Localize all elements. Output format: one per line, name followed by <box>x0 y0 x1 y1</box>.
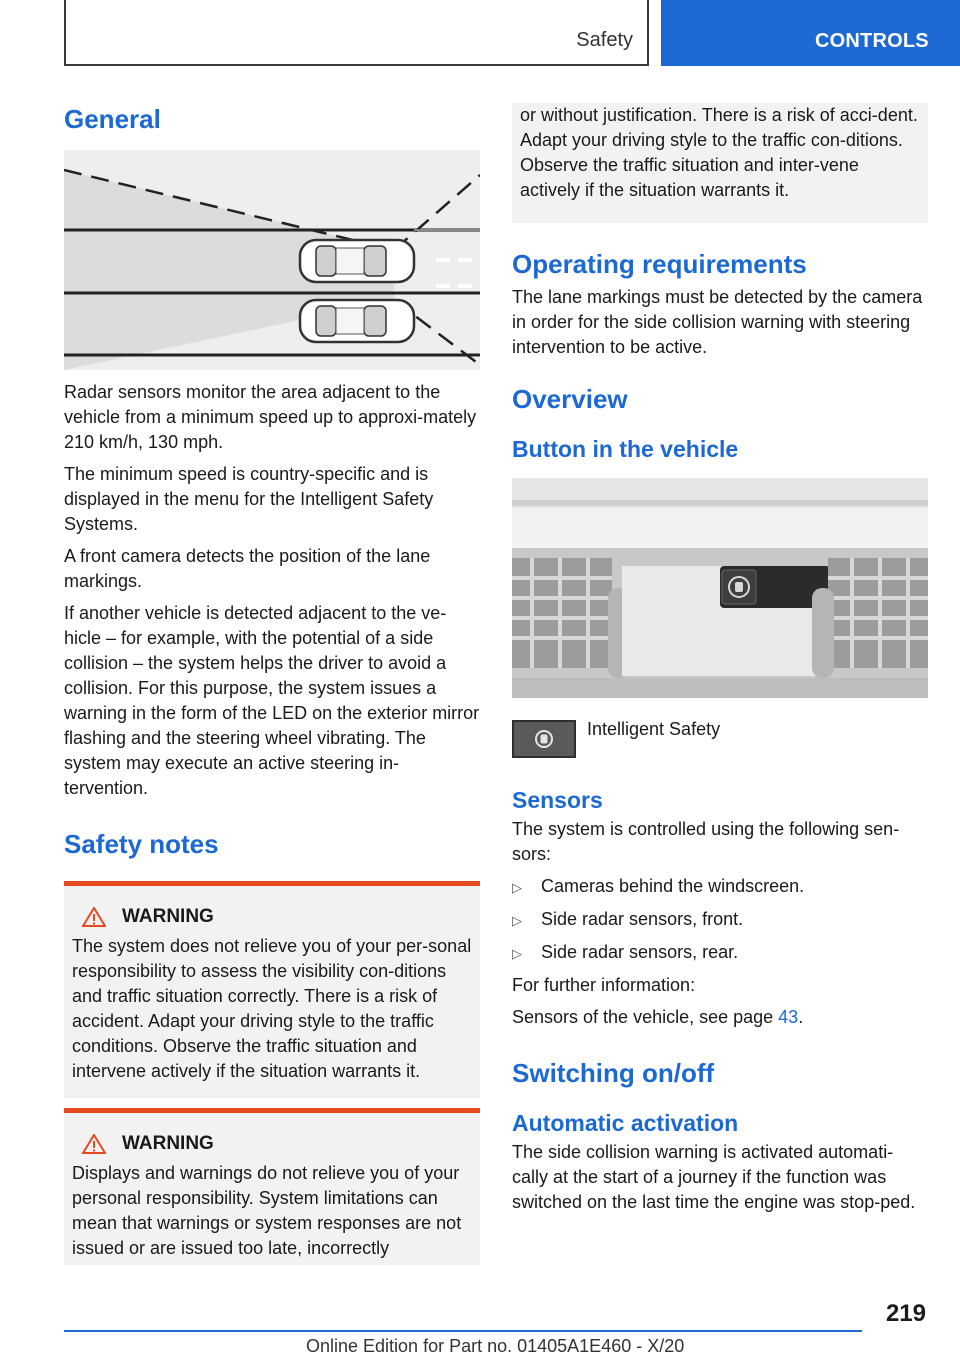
sensors-reference-text: Sensors of the vehicle, see page <box>512 1007 779 1027</box>
sensors-text: The system is controlled using the following sen-sors: <box>512 819 900 864</box>
further-info-text: For further information: <box>512 975 696 995</box>
radar-lanes-figure <box>64 150 480 370</box>
overview-heading: Overview <box>512 384 628 414</box>
warning-box-1 <box>64 881 480 1098</box>
list-item <box>512 907 928 933</box>
right-column <box>512 103 928 1215</box>
intelligent-safety-label: Intelligent Safety <box>587 719 721 739</box>
general-paragraph-1: Radar sensors monitor the area adjacent to the vehicle from a minimum speed up to approxi-mately 210 km/h, 130 mph. <box>64 382 477 452</box>
radar-lanes-diagram-icon <box>64 150 480 370</box>
warning-label-2: WARNING <box>122 1133 214 1154</box>
sensors-reference <box>512 1005 928 1030</box>
sensor-item-3: Side radar sensors, rear. <box>541 942 739 962</box>
general-paragraph-4: If another vehicle is detected adjacent to the ve-hicle – for example, with the potential of a side collision – the system helps the driver to avoid a collision. For this purpose, the system issues a warning in the form of the LED on the exterior mirror flashing and the steering wheel vibrating. The system may execute an active steering in-tervention. <box>64 603 480 798</box>
dashboard-button-photo <box>512 478 928 698</box>
header-section-box <box>64 0 649 66</box>
page-number: 219 <box>885 1300 926 1327</box>
bullet-triangle-icon: ▷ <box>512 946 522 961</box>
warning-label-1: WARNING <box>122 906 214 927</box>
header-chapter-tab[interactable] <box>661 0 960 66</box>
safety-notes-heading: Safety notes <box>64 829 219 859</box>
sensor-item-2: Side radar sensors, front. <box>541 909 744 929</box>
list-item <box>512 940 928 966</box>
button-legend-row <box>512 720 928 758</box>
list-item <box>512 874 928 900</box>
general-paragraph-3: A front camera detects the position of the lane markings. <box>64 546 431 591</box>
warning-title-1 <box>82 906 472 928</box>
operating-requirements-text: The lane markings must be detected by the camera in order for the side collision warning with steering intervention to be active. <box>512 287 923 357</box>
sensors-heading: Sensors <box>512 787 603 813</box>
warning-continuation-text: or without justification. There is a risk of acci-dent. Adapt your driving style to the traffic con-ditions. Observe the traffic situation and inter-vene actively if the situation warrants it. <box>520 105 918 200</box>
sensors-page-link[interactable]: 43 <box>778 1007 799 1027</box>
warning-triangle-icon <box>82 907 106 927</box>
header-chapter-title: CONTROLS <box>815 29 929 52</box>
sensors-reference-end: . <box>798 1007 804 1027</box>
automatic-activation-text: The side collision warning is activated automati-cally at the start of a journey if the function was switched on the last time the engine was stop-ped. <box>512 1142 916 1212</box>
warning-box-2 <box>64 1108 480 1265</box>
button-in-vehicle-heading: Button in the vehicle <box>512 436 739 462</box>
operating-requirements-heading: Operating requirements <box>512 249 807 279</box>
automatic-activation-heading: Automatic activation <box>512 1110 739 1136</box>
footer-divider <box>64 1330 862 1332</box>
general-heading: General <box>64 104 161 134</box>
general-paragraph-2: The minimum speed is country-specific and is displayed in the menu for the Intelligent Safety Systems. <box>64 464 434 534</box>
sensor-item-1: Cameras behind the windscreen. <box>541 876 805 896</box>
left-column <box>64 100 480 1265</box>
intelligent-safety-icon <box>512 720 576 758</box>
switching-heading: Switching on/off <box>512 1058 715 1088</box>
warning-body-2: Displays and warnings do not relieve you of your personal responsibility. System limitations can mean that warnings or system responses are not issued or are issued too late, incorrectly <box>72 1163 462 1258</box>
warning-body-1: The system does not relieve you of your per-sonal responsibility to assess the visibility con-ditions and traffic situation correctly. There is a risk of accident. Adapt your driving style to the traffic conditions. Observe the traffic situation and intervene actively if the situation warrants it. <box>72 936 472 1081</box>
warning-title-2 <box>82 1133 472 1155</box>
bullet-triangle-icon: ▷ <box>512 880 522 895</box>
bullet-triangle-icon: ▷ <box>512 913 522 928</box>
warning-triangle-icon <box>82 1134 106 1154</box>
button-photo-figure <box>512 478 928 698</box>
header-section-title: Safety <box>576 28 633 51</box>
sensors-list <box>512 874 928 966</box>
footer-edition: Online Edition for Part no. 01405A1E460 - X/20 <box>306 1336 685 1356</box>
warning-continuation <box>512 103 928 223</box>
